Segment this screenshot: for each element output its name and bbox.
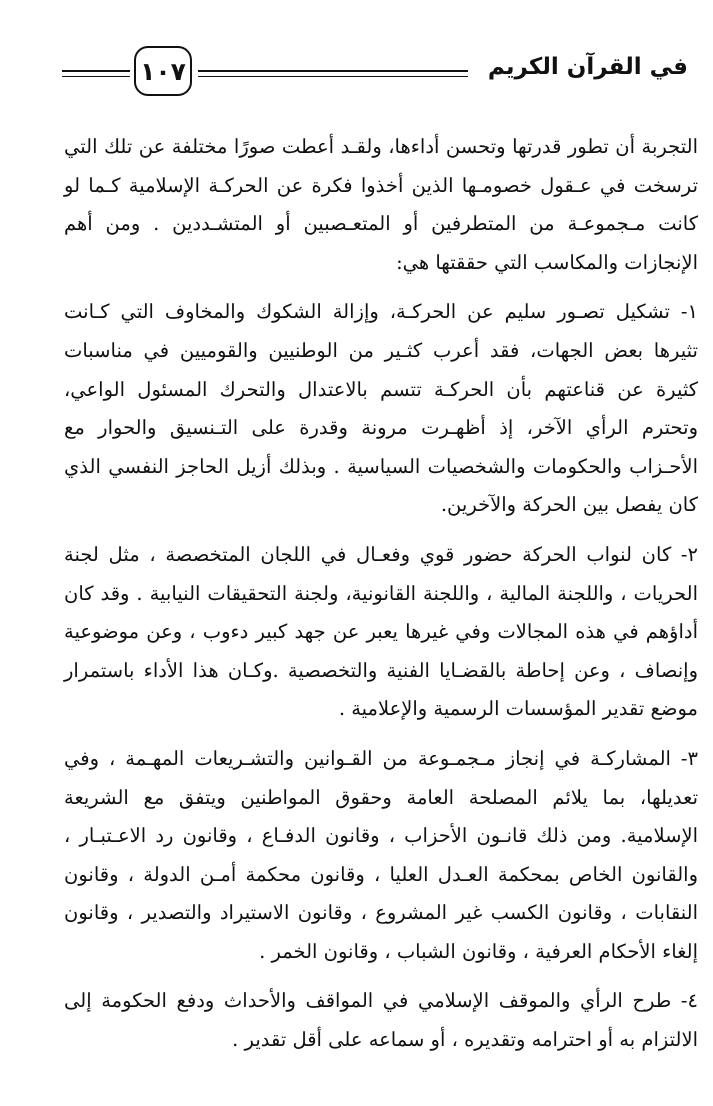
paragraph-point-2: ٢- كان لنواب الحركة حضور قوي وفعـال في اللجان المتخصصة ، مثل لجنة الحريات ، واللجنة المالية ، واللجنة القانونية، ولجنة التحقيقات النيابية . وقد كان أداؤهم في هذه المجالات وفي غيرها يعبر عن جهد كبير دءوب ، وعن موضوعية وإنصاف ، وعن إحاطة بالقضـايا الفنية والتخصصية .وكـان هذا الأداء باستمرار موضع تقدير المؤسسات الرسمية والإعلامية . xyxy=(64,542,698,721)
header-rule-left xyxy=(62,70,130,72)
paragraph-point-3: ٣- المشاركـة في إنجاز مـجمـوعة من القـوانين والتشـريعات المهـمة ، وفي تعديلها، بما يلائم المصلحة العامة وحقوق المواطنين ويتفق مع الشريعة الإسلامية. ومن ذلك قانـون الأحزاب ، وقانون الدفـاع ، وقانون رد الاعـتبـار ، والقانون الخاص بمحكمة العـدل العليا ، وقانون محكمة أمـن الدولة ، وقانون النقابات ، وقانون الكسب غير المشروع ، وقانون الاستيراد والتصدير ، وقانون إلغاء الأحكام العرفية ، وقانون الشباب ، وقانون الخمر . xyxy=(64,746,698,963)
page-number-frame xyxy=(134,46,192,96)
paragraph-intro: التجربة أن تطور قدرتها وتحسن أداءها، ولقـد أعطت صورًا مختلفة عن تلك التي ترسخت في عـقول خصومـها الذين أخذوا فكرة عن الحركـة الإسلامية كـما لو كانت مـجموعـة من المتطرفين أو المتعـصبين أو المتشـددين . ومن أهم الإنجازات والمكاسب التي حققتها هي: xyxy=(64,135,698,274)
header-rule-middle xyxy=(198,70,468,72)
header-rule-middle-thin xyxy=(198,76,468,77)
paragraph-point-1: ١- تشكيل تصـور سليم عن الحركـة، وإزالة الشكوك والمخاوف التي كـانت تثيرها بعض الجهات، فقد أعرب كثـير من الوطنيين والقوميين في مناسبات كثيرة عن قناعتهم بأن الحركـة تتسم بالاعتدال والتحرك المسئول الواعي، وتحترم الرأي الآخر، إذ أظهـرت مرونة وقدرة على التـنسيق والحوار مع الأحـزاب والحكومات والشخصيات السياسية . وبذلك أزيل الحاجز النفسي الذي كان يفصل بين الحركة والآخرين. xyxy=(64,300,698,517)
running-title: في القرآن الكريم xyxy=(487,54,688,80)
page-header xyxy=(62,46,688,106)
header-rule-left-thin xyxy=(62,76,130,77)
page-number: ١٠٧ xyxy=(140,56,186,86)
body-text xyxy=(64,128,698,1060)
paragraph-point-4: ٤- طرح الرأي والموقف الإسلامي في المواقف والأحداث ودفع الحكومة إلى الالتزام به أو احترامه وتقديره ، أو سماعه على أقل تقدير . xyxy=(64,989,698,1052)
